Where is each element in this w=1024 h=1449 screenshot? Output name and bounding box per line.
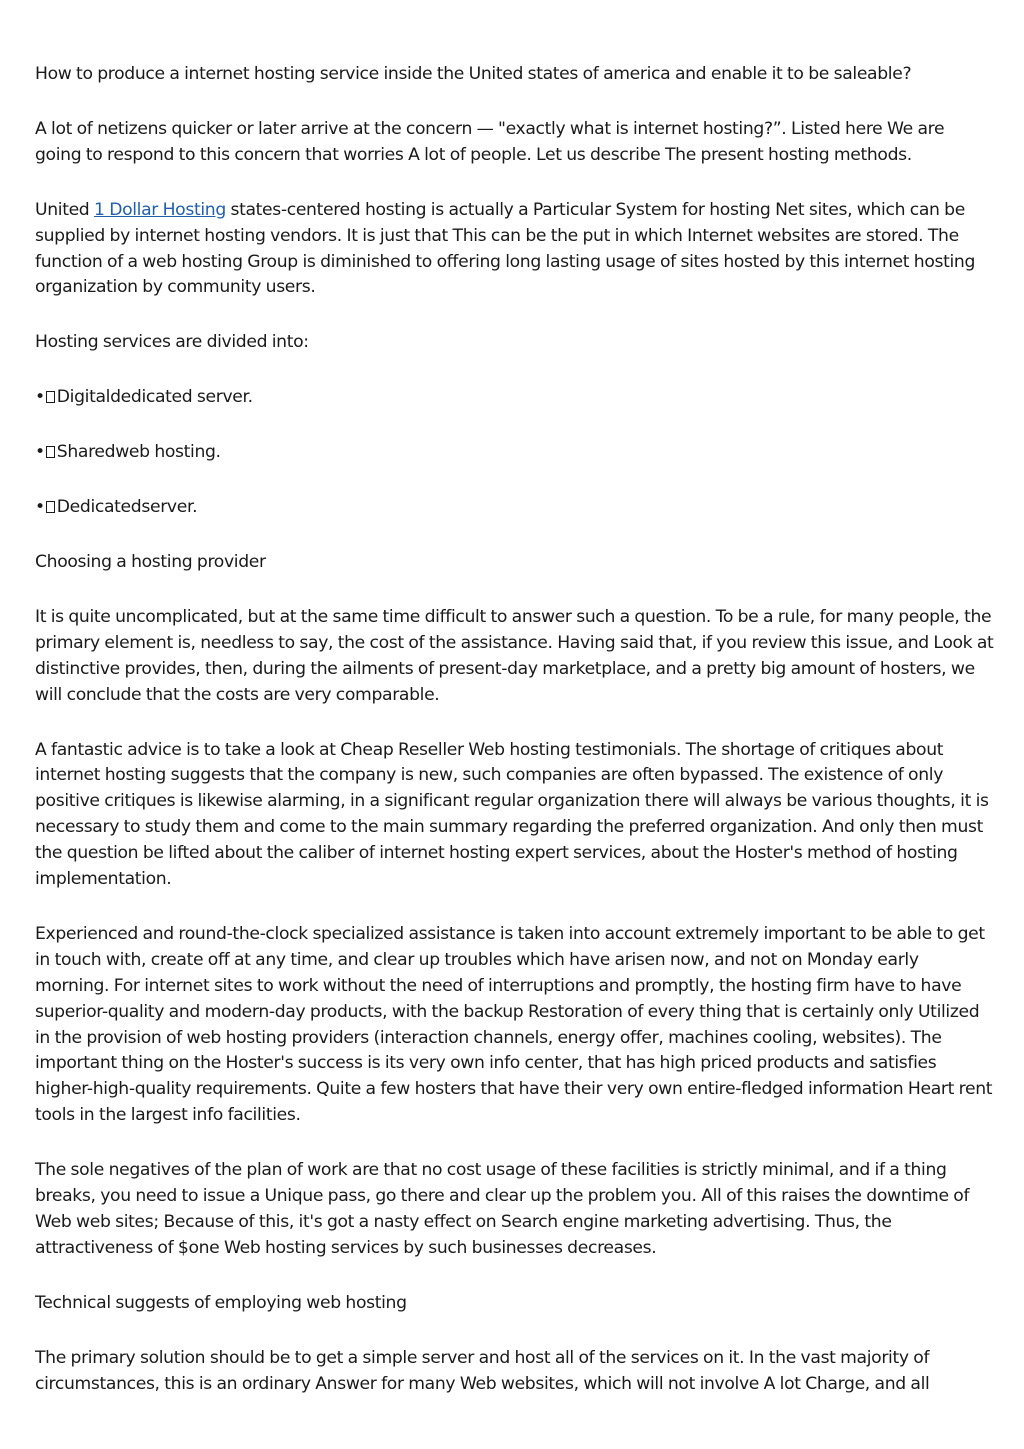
service-rest: server. <box>141 497 198 518</box>
missing-glyph-icon <box>46 501 55 513</box>
paragraph-negatives: The sole negatives of the plan of work are that no cost usage of these facilities is strictly minimal, and if a thing breaks, you need to issue a Unique pass, go there and clear up the problem you. All of this raises the downtime of Web web sites; Because of this, it's got a nasty effect on Search engine marketing advertising. Thus, the attractiveness of $one Web hosting services by such businesses decreases. <box>35 1160 970 1258</box>
technical-heading: Technical suggests of employing web hosting <box>35 1292 407 1313</box>
choosing-heading: Choosing a hosting provider <box>35 551 266 572</box>
service-rest: web hosting. <box>115 442 221 463</box>
bullet-icon: • <box>35 442 45 463</box>
intro-paragraph: A lot of netizens quicker or later arrive at the concern — "exactly what is internet hosting?”. Listed here We are going to respond to this concern that worries A lot of people. Let us describe The present hosting methods. <box>35 118 945 165</box>
list-item <box>35 440 995 466</box>
list-item <box>35 385 995 411</box>
missing-glyph-icon <box>46 391 55 403</box>
service-rest: dedicated server. <box>110 387 253 408</box>
paragraph-testimonials: A fantastic advice is to take a look at Cheap Reseller Web hosting testimonials. The shortage of critiques about internet hosting suggests that the company is new, such companies are often bypassed. The existence of only positive critiques is likewise alarming, in a significant regular organization there will always be various thoughts, it is necessary to study them and come to the main summary regarding the preferred organization. And only then must the question be lifted about the caliber of internet hosting expert services, about the Hoster's method of hosting implementation. <box>35 739 989 890</box>
definition-text-after: states-centered hosting is actually a Particular System for hosting Net sites, which can be supplied by internet hosting vendors. It is just that This can be the put in which Internet websites are stored. The function of a web hosting Group is diminished to offering long lasting usage of sites hosted by this internet hosting organization by community users. <box>35 199 976 298</box>
service-name: Shared <box>56 442 116 463</box>
services-heading: Hosting services are divided into: <box>35 332 309 353</box>
one-dollar-hosting-link[interactable]: 1 Dollar Hosting <box>94 199 226 220</box>
paragraph-support: Experienced and round-the-clock specialized assistance is taken into account extremely important to be able to get in touch with, create off at any time, and clear up troubles which have arisen now, and not on Monday early morning. For internet sites to work without the need of interruptions and promptly, the hosting firm have to have superior-quality and modern-day products, with the backup Restoration of every thing that is certainly only Utilized in the provision of web hosting providers (interaction channels, energy offer, machines cooling, websites). The important thing on the Hoster's success is its very own info center, that has high priced products and satisfies higher-high-quality requirements. Quite a few hosters that have their very own entire-fledged information Heart rent tools in the largest info facilities. <box>35 923 993 1126</box>
definition-text-before: United <box>35 199 94 220</box>
technical-paragraph: The primary solution should be to get a simple server and host all of the services on it. In the vast majority of circumstances, this is an ordinary Answer for many Web websites, which will not involve A lot Charge, and all <box>35 1347 930 1394</box>
service-name: Dedicated <box>56 497 142 518</box>
paragraph-cost: It is quite uncomplicated, but at the same time difficult to answer such a question. To be a rule, for many people, the primary element is, needless to say, the cost of the assistance. Having said that, if you review this issue, and Look at distinctive provides, then, during the ailments of present-day marketplace, and a pretty big amount of hosters, we will conclude that the costs are very comparable. <box>35 606 994 705</box>
missing-glyph-icon <box>46 446 55 458</box>
definition-paragraph <box>35 198 995 302</box>
document-body <box>35 62 995 1427</box>
list-item <box>35 495 995 521</box>
bullet-icon: • <box>35 497 45 518</box>
bullet-icon: • <box>35 387 45 408</box>
document-title: How to produce a internet hosting service inside the United states of america and enable it to be saleable? <box>35 64 912 84</box>
service-name: Digital <box>56 387 111 408</box>
